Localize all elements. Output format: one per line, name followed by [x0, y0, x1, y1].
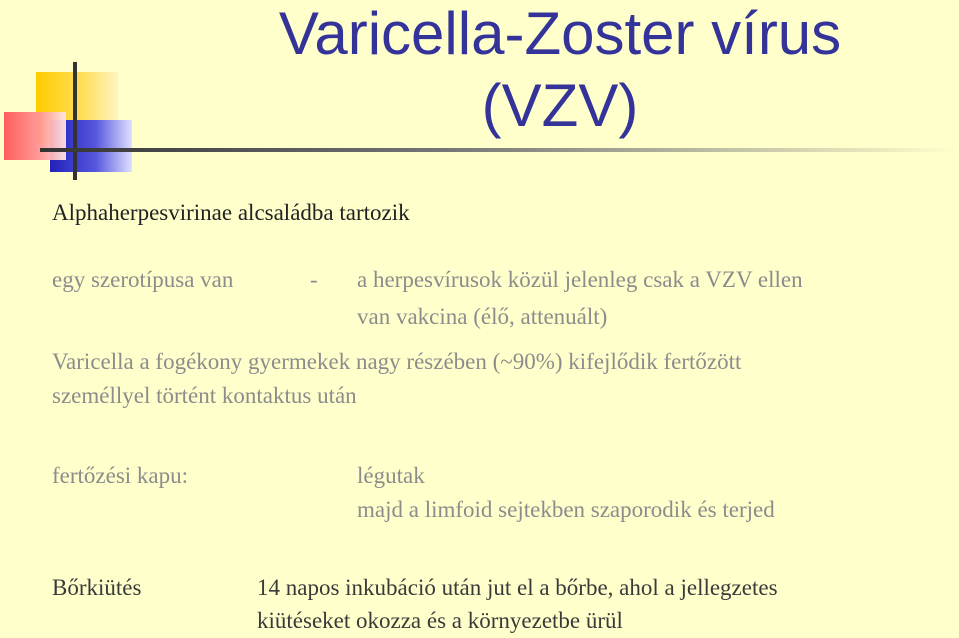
- slide-title-line2: (VZV): [481, 72, 639, 139]
- infection-gate-label: fertőzési kapu:: [52, 463, 189, 488]
- infection-gate-text-line1: légutak: [357, 463, 425, 488]
- serotype-text-line1: a herpesvírusok közül jelenleg csak a VZV ellen: [357, 267, 803, 292]
- varicella-text-line2: személlyel történt kontaktus után: [52, 383, 357, 408]
- vertical-line: [73, 62, 77, 180]
- horizontal-line: [40, 148, 959, 152]
- varicella-text-line1: Varicella a fogékony gyermekek nagy részében (~90%) kifejlődik fertőzött: [52, 349, 742, 374]
- serotype-dash: -: [310, 267, 318, 292]
- slide-title-line1: Varicella-Zoster vírus: [278, 0, 842, 67]
- red-square: [4, 112, 66, 160]
- rash-text-line1: 14 napos inkubáció után jut el a bőrbe, ahol a jellegzetes: [257, 575, 778, 600]
- infection-gate-text-line2: majd a limfoid sejtekben szaporodik és terjed: [357, 497, 775, 522]
- subfamily-text: Alphaherpesvirinae alcsaládba tartozik: [52, 200, 410, 225]
- rash-text-line2: kiütéseket okozza és a környezetbe ürül: [257, 608, 623, 633]
- serotype-label: egy szerotípusa van: [52, 267, 234, 292]
- rash-label: Bőrkiütés: [52, 575, 142, 600]
- serotype-text-line2: van vakcina (élő, attenuált): [357, 304, 608, 329]
